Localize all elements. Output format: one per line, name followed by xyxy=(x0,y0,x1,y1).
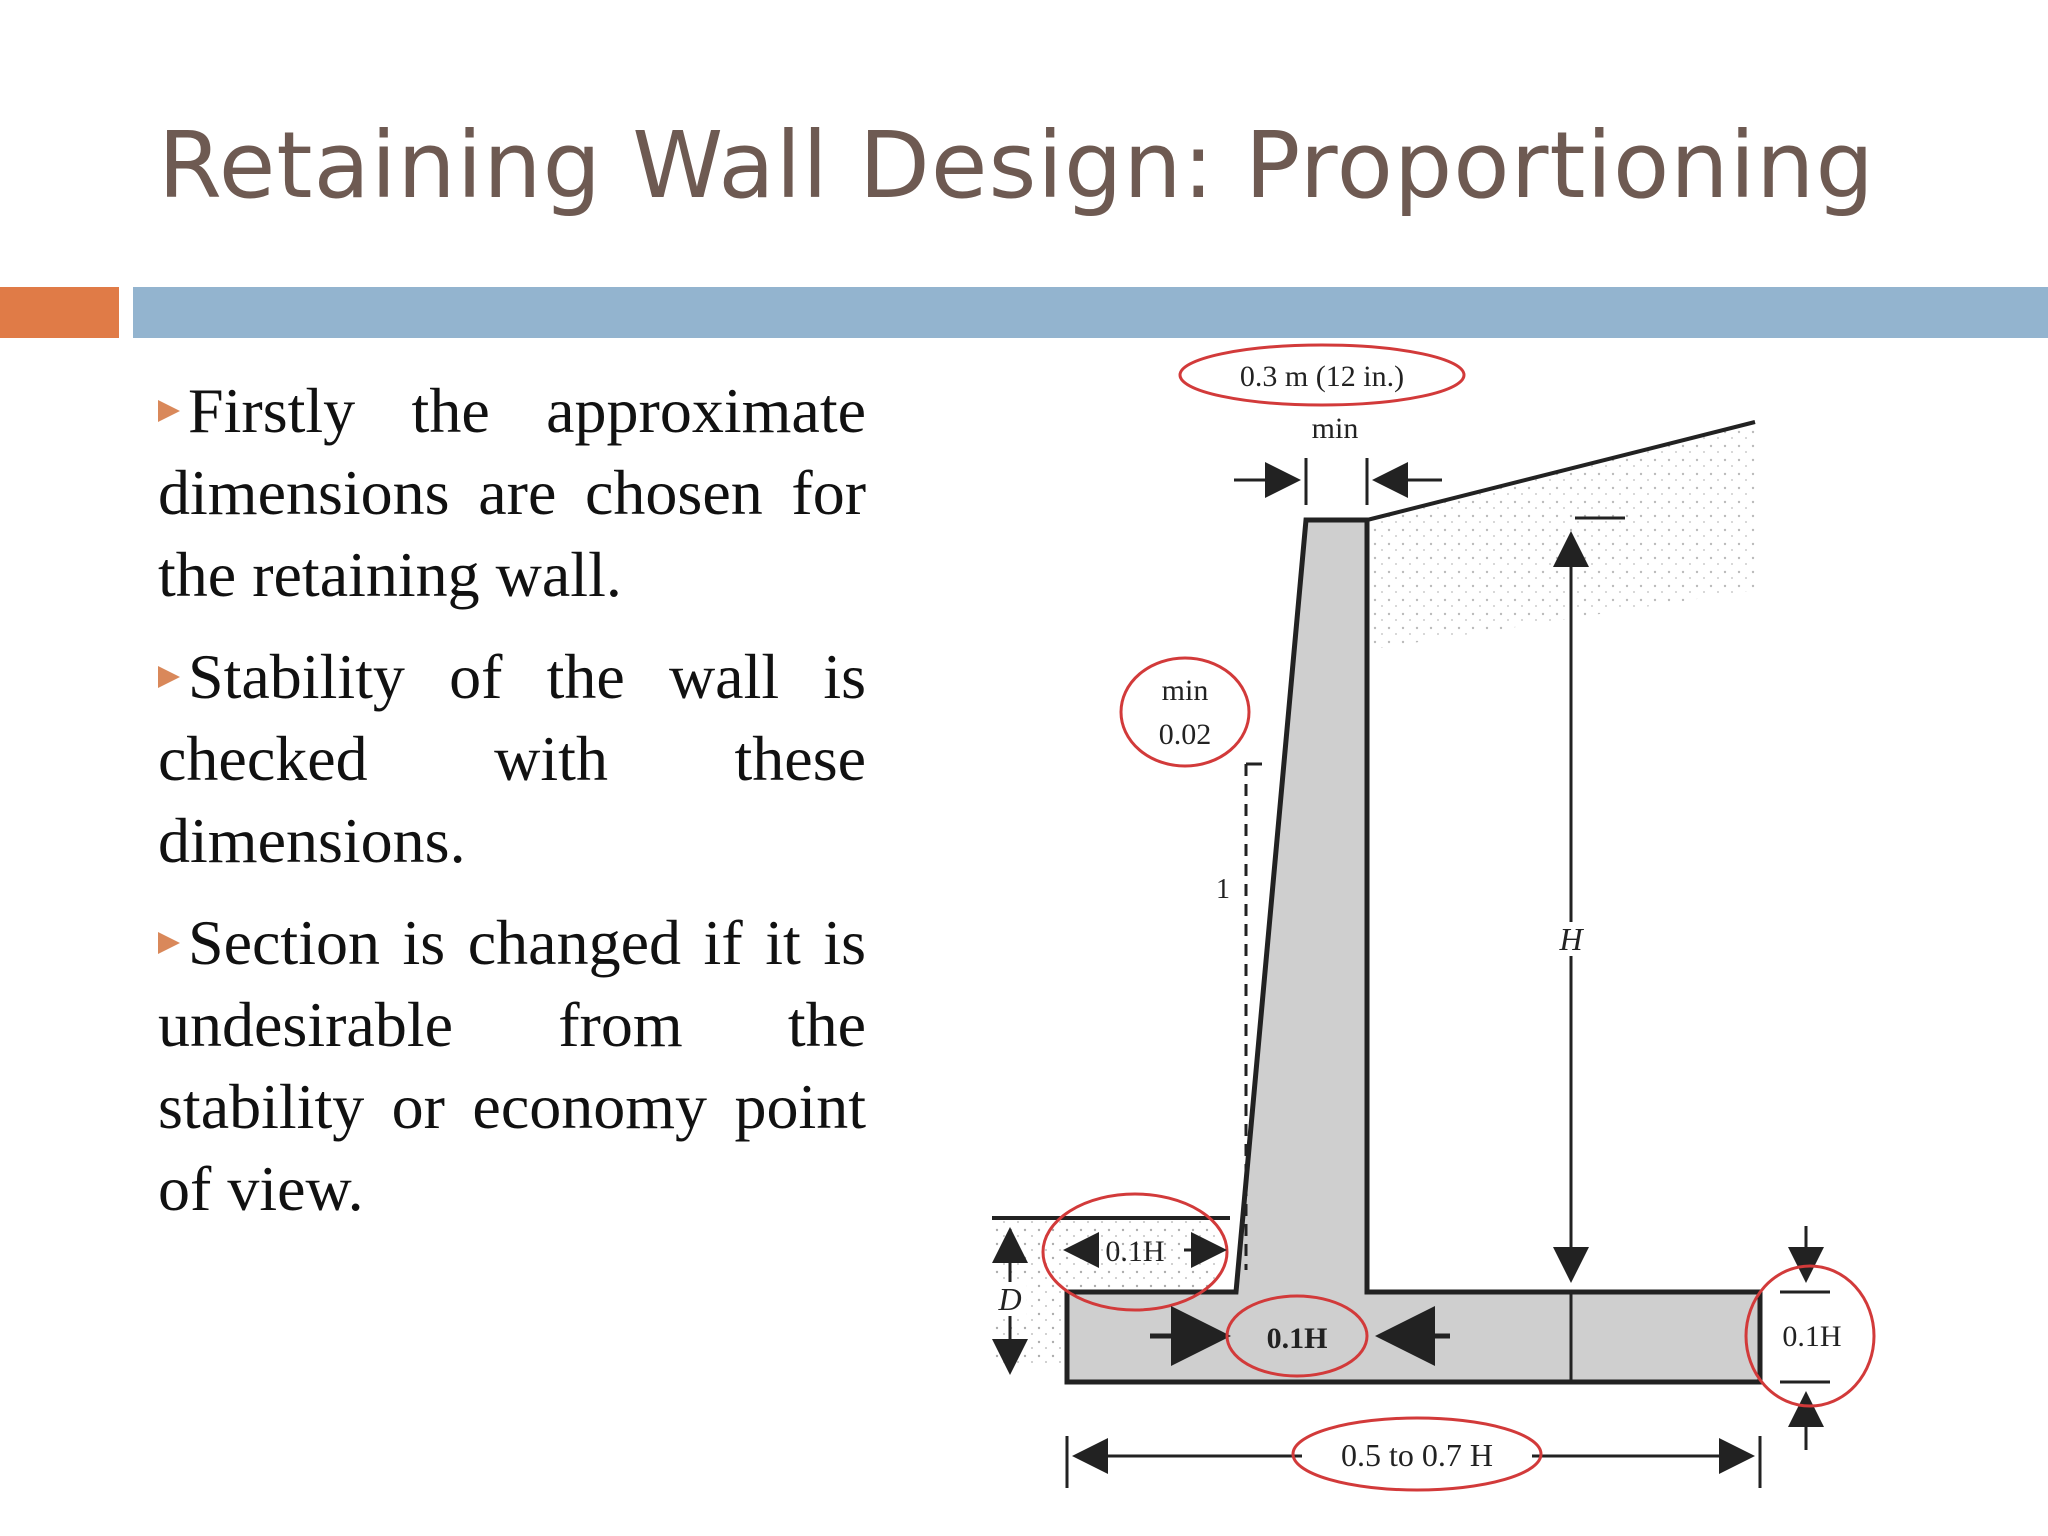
height-label: H xyxy=(1559,921,1583,957)
base-thickness-label: 0.1H xyxy=(1782,1320,1842,1353)
bullet-item xyxy=(158,636,866,882)
accent-bar xyxy=(0,287,119,338)
arrow-bullet-icon xyxy=(158,400,180,422)
bullet-text: Firstly the approximate dimensions are chosen for the retaining wall. xyxy=(158,375,866,610)
base-thickness-dimension xyxy=(1746,1226,1874,1450)
top-width-min-label: min xyxy=(1311,412,1359,445)
bullet-item xyxy=(158,370,866,616)
stem-thickness-label: 0.1H xyxy=(1266,1322,1328,1355)
retaining-wall-diagram xyxy=(980,330,1980,1530)
batter-value-label: 0.02 xyxy=(1158,718,1212,751)
bullet-item xyxy=(158,902,866,1230)
bullet-list xyxy=(158,370,866,1250)
top-width-dimension xyxy=(1180,345,1464,505)
toe-width-label: 0.1H xyxy=(1105,1235,1165,1268)
bullet-text: Section is changed if it is undesirable from the stability or economy point of view. xyxy=(158,907,866,1224)
batter-annotation xyxy=(1121,658,1249,766)
embedment-label: D xyxy=(998,1281,1022,1317)
batter-min-label: min xyxy=(1161,674,1209,707)
arrow-bullet-icon xyxy=(158,666,180,688)
batter-ratio-label: 1 xyxy=(1216,874,1230,905)
backfill-slope xyxy=(1367,422,1755,650)
arrow-bullet-icon xyxy=(158,932,180,954)
slide-title: Retaining Wall Design: Proportioning xyxy=(158,112,1875,219)
base-width-dimension xyxy=(1067,1418,1760,1490)
base-width-label: 0.5 to 0.7 H xyxy=(1341,1437,1493,1473)
height-dimension xyxy=(1552,518,1625,1280)
bullet-text: Stability of the wall is checked with these dimensions. xyxy=(158,641,866,876)
top-width-label: 0.3 m (12 in.) xyxy=(1239,360,1405,393)
